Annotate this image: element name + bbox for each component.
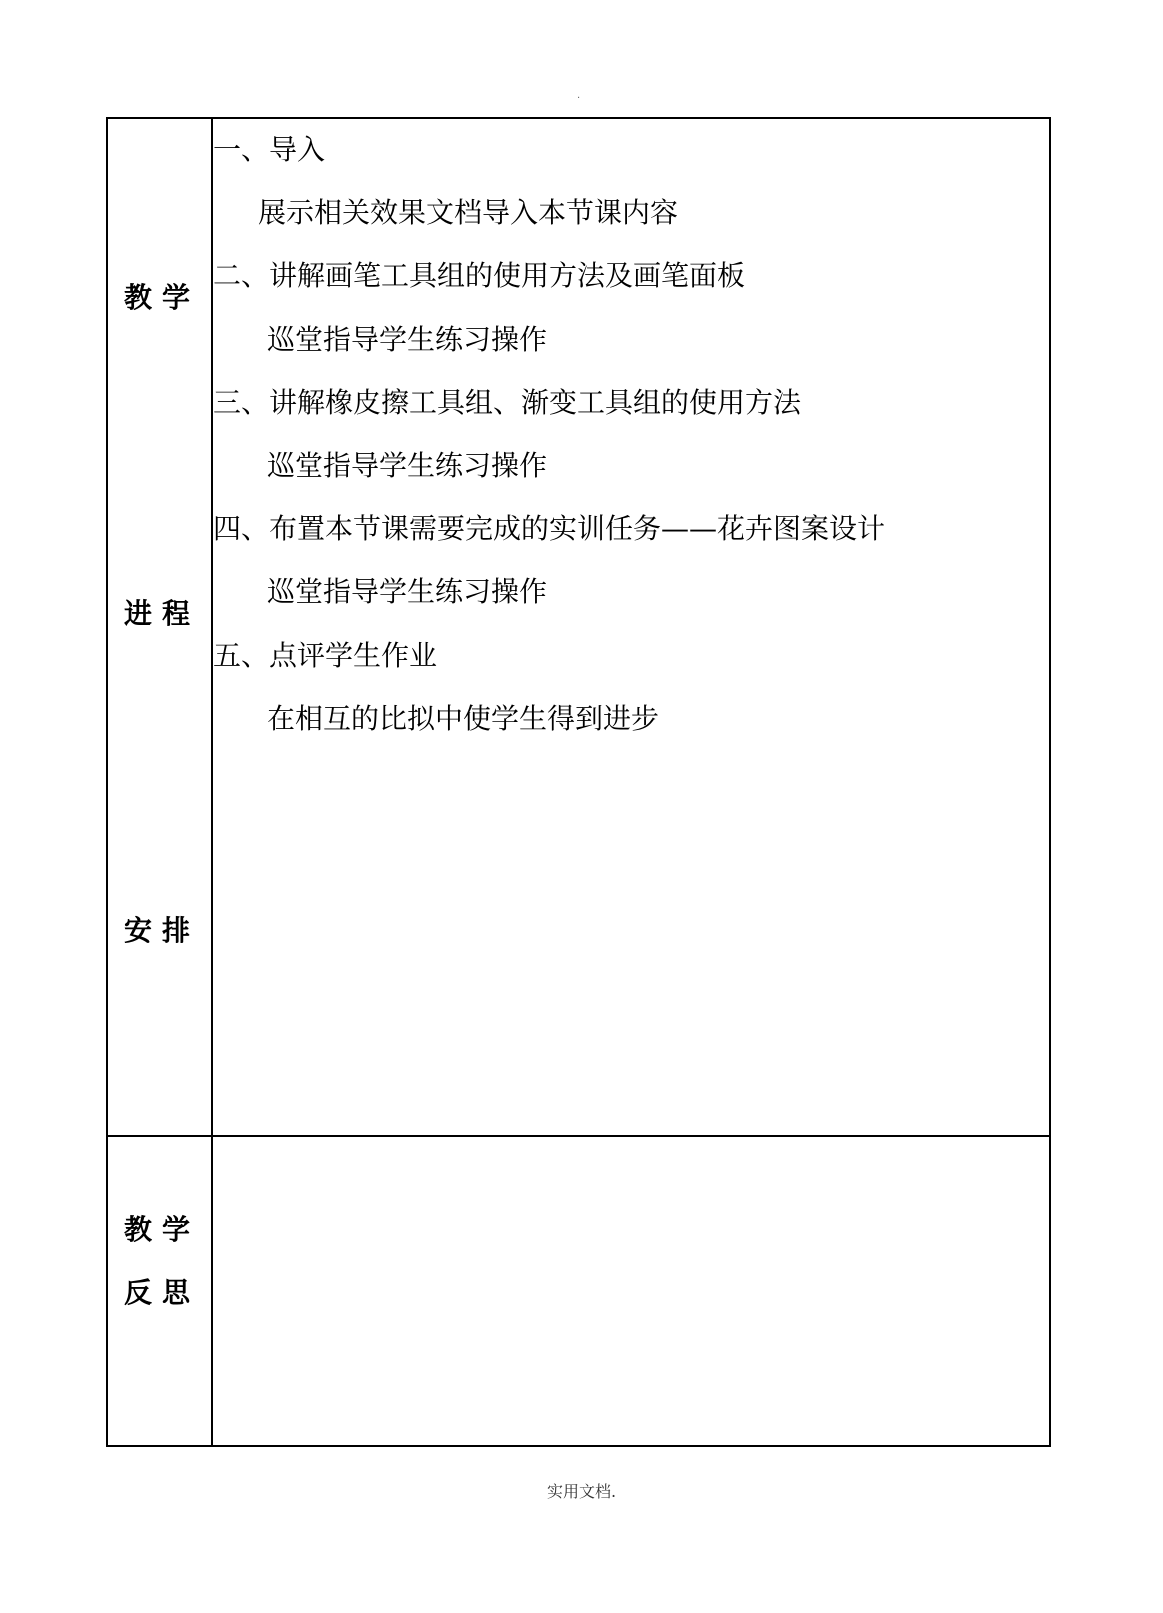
process-label-line-1: 教学 <box>124 281 201 314</box>
process-step-1: 一、导入 <box>213 133 326 166</box>
process-detail-4: 巡堂指导学生练习操作 <box>267 575 548 608</box>
process-step-3: 三、讲解橡皮擦工具组、渐变工具组的使用方法 <box>213 386 802 419</box>
reflection-label-line-1: 教学 <box>124 1213 201 1246</box>
reflection-label-line-2: 反思 <box>124 1276 201 1309</box>
process-step-2: 二、讲解画笔工具组的使用方法及画笔面板 <box>213 259 746 292</box>
process-step-5: 五、点评学生作业 <box>213 639 438 672</box>
lesson-table <box>106 117 1051 1447</box>
process-label-line-3: 安排 <box>124 914 201 947</box>
process-detail-2: 巡堂指导学生练习操作 <box>267 323 548 356</box>
footer-text: 实用文档. <box>546 1482 617 1501</box>
process-label-line-2: 进程 <box>124 597 201 630</box>
process-detail-5: 在相互的比拟中使学生得到进步 <box>267 702 660 735</box>
header-mark: · <box>577 93 581 104</box>
column-divider <box>211 119 213 1445</box>
row-divider <box>108 1135 1049 1137</box>
process-detail-1: 展示相关效果文档导入本节课内容 <box>258 196 679 229</box>
process-detail-3: 巡堂指导学生练习操作 <box>267 449 548 482</box>
process-step-4: 四、布置本节课需要完成的实训任务——花卉图案设计 <box>213 512 886 545</box>
